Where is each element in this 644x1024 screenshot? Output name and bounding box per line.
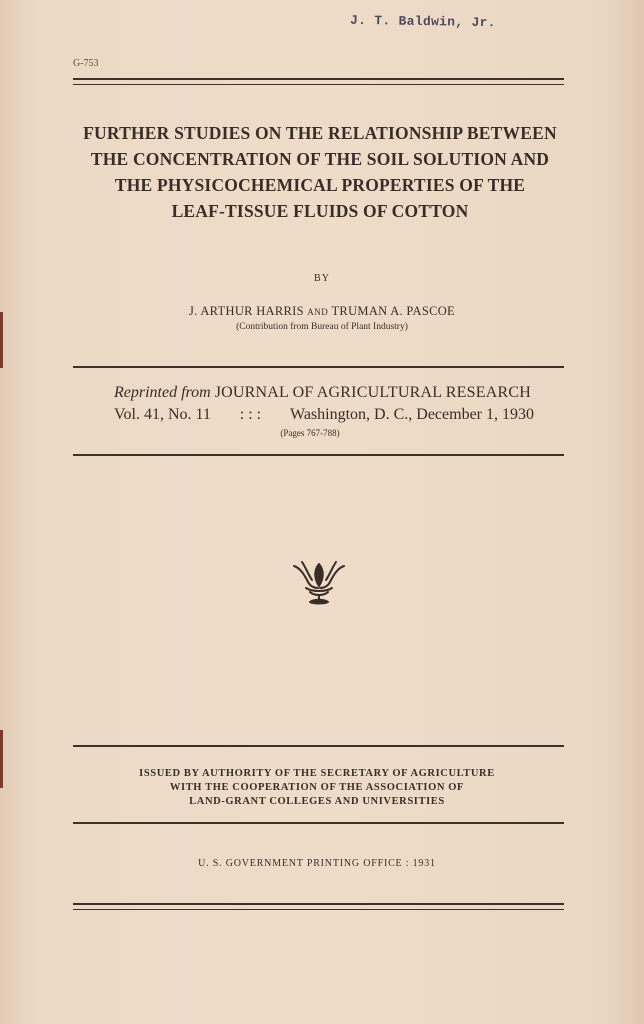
issued-by-notice: [0, 767, 634, 809]
pages-range: (Pages 767-788): [280, 428, 340, 438]
document-title: [60, 120, 580, 224]
issued-line: LAND-GRANT COLLEGES AND UNIVERSITIES: [189, 796, 445, 807]
volume-separator: : : :: [239, 406, 262, 423]
authors-and: AND: [307, 307, 329, 317]
reprint-prefix: Reprinted from: [114, 384, 211, 401]
volume-place-date: Washington, D. C., December 1, 1930: [290, 406, 534, 423]
authors-line: [0, 304, 644, 319]
issued-line: ISSUED BY AUTHORITY OF THE SECRETARY OF AGRICULTURE: [139, 768, 495, 779]
title-line: THE PHYSICOCHEMICAL PROPERTIES OF THE: [114, 175, 526, 195]
volume-line: [114, 406, 534, 424]
section-rule: [73, 822, 564, 824]
owner-stamp: J. T. Baldwin, Jr.: [349, 12, 496, 31]
series-code: G-753: [73, 58, 99, 69]
journal-name: JOURNAL OF AGRICULTURAL RESEARCH: [214, 384, 531, 401]
contribution-note: (Contribution from Bureau of Plant Industry): [236, 322, 408, 332]
flower-urn-icon: [290, 556, 348, 608]
title-line: FURTHER STUDIES ON THE RELATIONSHIP BETWEEN: [83, 123, 557, 143]
printing-office: U. S. GOVERNMENT PRINTING OFFICE : 1931: [198, 858, 436, 869]
author-second: TRUMAN A. PASCOE: [331, 304, 455, 318]
reprint-line: [114, 384, 574, 402]
title-line: LEAF-TISSUE FLUIDS OF COTTON: [171, 201, 469, 221]
bottom-double-rule: [73, 903, 564, 910]
top-double-rule: [73, 78, 564, 85]
by-label: BY: [314, 273, 330, 284]
title-line: THE CONCENTRATION OF THE SOIL SOLUTION AND: [90, 149, 550, 169]
section-rule: [73, 745, 564, 747]
binding-mark: [0, 312, 3, 368]
volume-number: Vol. 41, No. 11: [114, 406, 211, 423]
author-first: J. ARTHUR HARRIS: [189, 304, 304, 318]
issued-line: WITH THE COOPERATION OF THE ASSOCIATION OF: [169, 782, 465, 793]
section-rule: [73, 454, 564, 456]
section-rule: [73, 366, 564, 368]
